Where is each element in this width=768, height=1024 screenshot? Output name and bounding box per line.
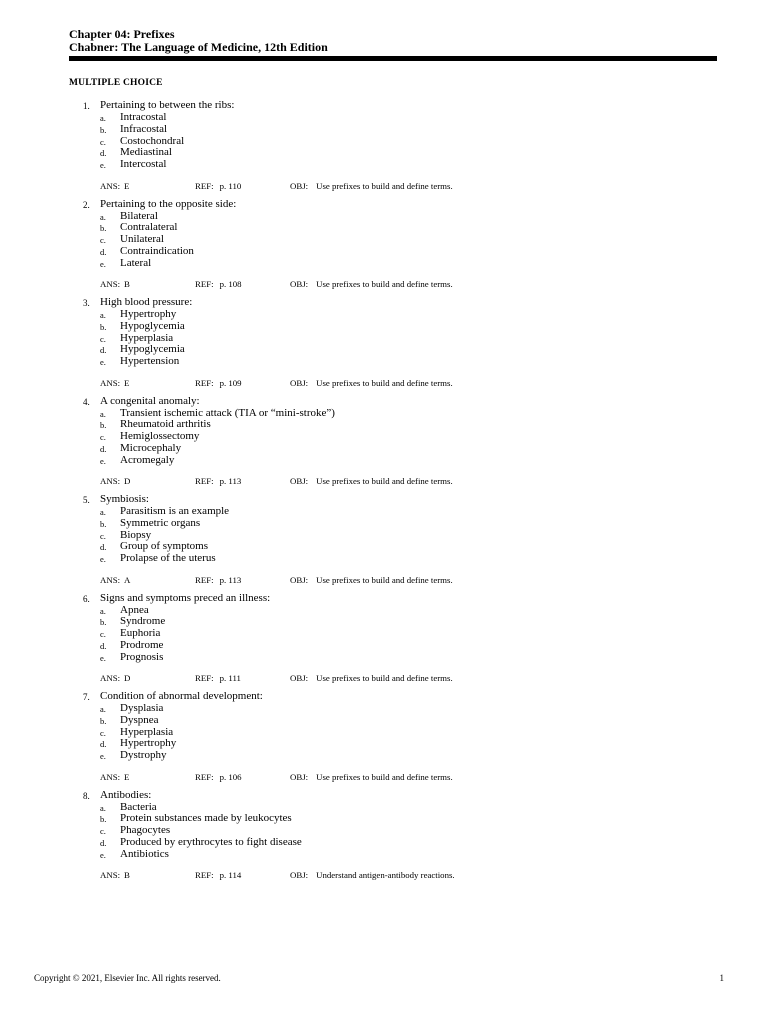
answer-value: A: [124, 574, 131, 585]
objective-value: Use prefixes to build and define terms.: [316, 377, 453, 388]
question-text: Pertaining to the opposite side:: [100, 197, 237, 210]
reference-label: REF:: [195, 279, 214, 290]
question-item: [69, 198, 719, 297]
reference-value: p. 109: [219, 377, 242, 388]
question-number: 6.: [83, 593, 90, 604]
question-item: [69, 395, 719, 494]
question-item: [69, 99, 719, 198]
answer-key: [100, 672, 130, 684]
answer-option: [69, 343, 719, 355]
option-letter: d.: [100, 443, 107, 454]
option-letter: b.: [100, 321, 107, 332]
question-stem: [69, 493, 719, 505]
answer-option: [69, 836, 719, 848]
answer-key: [100, 869, 130, 881]
option-letter: d.: [100, 837, 107, 848]
option-text: Apnea: [120, 603, 149, 616]
answer-option: [69, 812, 719, 824]
objective-label: OBJ:: [290, 771, 309, 782]
option-text: Syndrome: [120, 615, 166, 628]
answer-label: ANS:: [100, 574, 121, 585]
answer-option: [69, 737, 719, 749]
option-letter: c.: [100, 333, 106, 344]
answer-option: [69, 442, 719, 454]
option-text: Biopsy: [120, 528, 152, 541]
objective: [290, 377, 453, 389]
answer-option: [69, 639, 719, 651]
reference: [195, 672, 241, 684]
answer-option: [69, 308, 719, 320]
reference: [195, 771, 242, 783]
answer-meta: [69, 278, 719, 290]
book-title: Chabner: The Language of Medicine, 12th Edition: [69, 40, 328, 54]
answer-option: [69, 158, 719, 170]
option-text: Dysplasia: [120, 702, 164, 714]
answer-option: [69, 517, 719, 529]
answer-option: [69, 111, 719, 123]
reference-label: REF:: [195, 180, 214, 191]
option-letter: b.: [100, 518, 107, 529]
option-letter: d.: [100, 345, 107, 356]
answer-option: [69, 801, 719, 813]
answer-key: [100, 475, 130, 487]
question-text: Condition of abnormal development:: [100, 690, 263, 702]
answer-option: [69, 714, 719, 726]
option-letter: e.: [100, 849, 106, 860]
answer-value: E: [124, 377, 130, 388]
answer-option: [69, 221, 719, 233]
reference: [195, 475, 241, 487]
option-list: [69, 604, 719, 663]
answer-option: [69, 615, 719, 627]
option-list: [69, 801, 719, 860]
option-list: [69, 505, 719, 564]
option-text: Hypertrophy: [120, 737, 177, 750]
question-text: Antibodies:: [100, 788, 152, 801]
answer-key: [100, 377, 129, 389]
question-number: 2.: [83, 199, 90, 210]
option-text: Acromegaly: [120, 453, 175, 466]
objective: [290, 771, 453, 783]
answer-option: [69, 627, 719, 639]
option-text: Mediastinal: [120, 146, 172, 159]
option-letter: d.: [100, 148, 107, 159]
option-letter: d.: [100, 739, 107, 750]
option-text: Hypertrophy: [120, 308, 177, 320]
section-title: MULTIPLE CHOICE: [69, 78, 163, 88]
option-text: Hypoglycemia: [120, 343, 185, 356]
answer-option: [69, 233, 719, 245]
option-letter: d.: [100, 246, 107, 257]
option-list: [69, 111, 719, 170]
answer-option: [69, 651, 719, 663]
objective: [290, 475, 453, 487]
answer-meta: [69, 180, 719, 192]
option-letter: e.: [100, 751, 106, 762]
option-text: Hemiglossectomy: [120, 430, 200, 443]
option-list: [69, 407, 719, 466]
option-text: Intracostal: [120, 111, 167, 123]
option-text: Prognosis: [120, 650, 164, 663]
objective-value: Understand antigen-antibody reactions.: [316, 870, 455, 881]
answer-meta: [69, 869, 719, 881]
answer-label: ANS:: [100, 771, 121, 782]
option-letter: a.: [100, 408, 106, 419]
answer-value: D: [124, 673, 131, 684]
question-stem: [69, 99, 719, 111]
option-text: Rheumatoid arthritis: [120, 418, 211, 431]
option-text: Hyperplasia: [120, 725, 174, 738]
question-item: [69, 690, 719, 789]
reference-value: p. 111: [219, 673, 241, 684]
page-number: 1: [719, 973, 724, 983]
option-text: Bilateral: [120, 209, 158, 222]
objective-value: Use prefixes to build and define terms.: [316, 476, 453, 487]
question-number: 8.: [83, 790, 90, 801]
answer-option: [69, 824, 719, 836]
question-list: [69, 99, 719, 887]
objective-label: OBJ:: [290, 180, 309, 191]
answer-option: [69, 418, 719, 430]
reference-value: p. 113: [219, 574, 242, 585]
reference-value: p. 114: [219, 870, 242, 881]
answer-key: [100, 180, 129, 192]
objective-label: OBJ:: [290, 476, 309, 487]
reference-label: REF:: [195, 574, 214, 585]
option-text: Protein substances made by leukocytes: [120, 812, 292, 825]
answer-label: ANS:: [100, 673, 121, 684]
option-letter: a.: [100, 704, 106, 714]
answer-option: [69, 430, 719, 442]
option-text: Lateral: [120, 256, 152, 269]
option-letter: a.: [100, 605, 106, 616]
option-letter: c.: [100, 136, 106, 147]
option-text: Costochondral: [120, 134, 185, 147]
reference: [195, 869, 241, 881]
option-text: Euphoria: [120, 627, 161, 640]
option-list: [69, 308, 719, 367]
option-letter: e.: [100, 160, 106, 171]
objective-label: OBJ:: [290, 574, 309, 585]
question-stem: [69, 198, 719, 210]
objective: [290, 180, 453, 192]
answer-meta: [69, 475, 719, 487]
option-letter: a.: [100, 310, 106, 320]
option-letter: b.: [100, 617, 107, 628]
option-text: Group of symptoms: [120, 540, 208, 553]
option-letter: c.: [100, 530, 106, 541]
option-letter: b.: [100, 223, 107, 234]
option-letter: c.: [100, 235, 106, 246]
option-text: Phagocytes: [120, 824, 171, 837]
answer-meta: [69, 574, 719, 586]
objective: [290, 672, 453, 684]
option-text: Bacteria: [120, 800, 157, 813]
option-text: Prodrome: [120, 638, 164, 651]
option-text: Transient ischemic attack (TIA or “mini-stroke”): [120, 406, 335, 419]
option-letter: c.: [100, 727, 106, 738]
objective-value: Use prefixes to build and define terms.: [316, 771, 453, 782]
reference-value: p. 113: [219, 476, 242, 487]
reference-label: REF:: [195, 870, 214, 881]
option-text: Microcephaly: [120, 441, 182, 454]
question-text: A congenital anomaly:: [100, 394, 200, 407]
answer-option: [69, 146, 719, 158]
reference-value: p. 106: [219, 771, 242, 782]
option-text: Infracostal: [120, 122, 168, 135]
option-letter: e.: [100, 258, 106, 269]
answer-option: [69, 332, 719, 344]
option-letter: a.: [100, 507, 106, 517]
answer-value: B: [124, 870, 130, 881]
reference: [195, 574, 241, 586]
answer-option: [69, 749, 719, 761]
objective-label: OBJ:: [290, 870, 309, 881]
question-stem: [69, 296, 719, 308]
question-text: Symbiosis:: [100, 493, 149, 505]
option-letter: e.: [100, 652, 106, 663]
answer-option: [69, 848, 719, 860]
question-text: Pertaining to between the ribs:: [100, 99, 235, 111]
answer-option: [69, 320, 719, 332]
question-text: Signs and symptoms preced an illness:: [100, 591, 271, 604]
question-number: 3.: [83, 298, 90, 308]
option-text: Dystrophy: [120, 749, 167, 762]
reference: [195, 180, 241, 192]
reference-label: REF:: [195, 476, 214, 487]
option-letter: e.: [100, 554, 106, 565]
question-item: [69, 493, 719, 592]
option-letter: c.: [100, 629, 106, 640]
question-number: 4.: [83, 396, 90, 407]
answer-value: E: [124, 771, 130, 782]
objective: [290, 574, 453, 586]
option-text: Prolapse of the uterus: [120, 552, 216, 565]
option-letter: b.: [100, 715, 107, 726]
reference: [195, 278, 242, 290]
answer-option: [69, 604, 719, 616]
answer-option: [69, 355, 719, 367]
option-text: Unilateral: [120, 233, 164, 246]
chapter-title: Chapter 04: Prefixes: [69, 27, 175, 41]
answer-option: [69, 454, 719, 466]
question-stem: [69, 690, 719, 702]
reference-value: p. 108: [219, 279, 242, 290]
reference-label: REF:: [195, 771, 214, 782]
option-letter: e.: [100, 357, 106, 368]
option-letter: b.: [100, 814, 107, 825]
reference-value: p. 110: [219, 180, 242, 191]
answer-label: ANS:: [100, 377, 121, 388]
option-text: Symmetric organs: [120, 516, 201, 529]
objective: [290, 869, 455, 881]
option-letter: e.: [100, 455, 106, 466]
answer-option: [69, 123, 719, 135]
option-text: Hyperplasia: [120, 331, 174, 344]
answer-value: B: [124, 279, 130, 290]
question-stem: [69, 395, 719, 407]
reference: [195, 377, 242, 389]
option-letter: b.: [100, 420, 107, 431]
reference-label: REF:: [195, 377, 214, 388]
answer-key: [100, 278, 130, 290]
option-text: Hypertension: [120, 355, 180, 368]
option-text: Contralateral: [120, 221, 178, 234]
option-letter: a.: [100, 802, 106, 813]
option-letter: c.: [100, 432, 106, 443]
objective: [290, 278, 453, 290]
option-letter: a.: [100, 211, 106, 222]
option-text: Hypoglycemia: [120, 319, 185, 332]
objective-label: OBJ:: [290, 377, 309, 388]
option-letter: d.: [100, 542, 107, 553]
question-stem: [69, 789, 719, 801]
question-text: High blood pressure:: [100, 296, 193, 308]
option-text: Antibiotics: [120, 847, 169, 860]
answer-label: ANS:: [100, 870, 121, 881]
option-list: [69, 702, 719, 761]
objective-label: OBJ:: [290, 673, 309, 684]
option-text: Produced by erythrocytes to fight disease: [120, 835, 302, 848]
option-letter: c.: [100, 826, 106, 837]
objective-label: OBJ:: [290, 279, 309, 290]
answer-option: [69, 505, 719, 517]
answer-option: [69, 540, 719, 552]
objective-value: Use prefixes to build and define terms.: [316, 279, 453, 290]
answer-option: [69, 257, 719, 269]
answer-option: [69, 702, 719, 714]
document-header: [69, 28, 328, 54]
question-item: [69, 592, 719, 691]
option-text: Contraindication: [120, 244, 194, 257]
question-stem: [69, 592, 719, 604]
answer-meta: [69, 771, 719, 783]
answer-option: [69, 726, 719, 738]
question-number: 7.: [83, 692, 90, 702]
option-letter: a.: [100, 113, 106, 123]
answer-option: [69, 210, 719, 222]
question-item: [69, 789, 719, 888]
option-letter: b.: [100, 124, 107, 135]
option-text: Parasitism is an example: [120, 505, 230, 517]
question-item: [69, 296, 719, 395]
question-number: 1.: [83, 101, 90, 111]
header-rule: [69, 56, 717, 61]
answer-label: ANS:: [100, 279, 121, 290]
answer-value: D: [124, 476, 131, 487]
objective-value: Use prefixes to build and define terms.: [316, 574, 453, 585]
reference-label: REF:: [195, 673, 214, 684]
option-list: [69, 210, 719, 269]
answer-meta: [69, 377, 719, 389]
answer-key: [100, 574, 130, 586]
answer-option: [69, 407, 719, 419]
question-number: 5.: [83, 495, 90, 505]
objective-value: Use prefixes to build and define terms.: [316, 180, 453, 191]
answer-meta: [69, 672, 719, 684]
answer-option: [69, 552, 719, 564]
answer-label: ANS:: [100, 476, 121, 487]
answer-option: [69, 135, 719, 147]
option-text: Intercostal: [120, 158, 167, 171]
answer-key: [100, 771, 129, 783]
answer-option: [69, 245, 719, 257]
answer-label: ANS:: [100, 180, 121, 191]
option-text: Dyspnea: [120, 713, 159, 726]
copyright-text: Copyright © 2021, Elsevier Inc. All rights reserved.: [34, 973, 221, 983]
answer-value: E: [124, 180, 130, 191]
option-letter: d.: [100, 640, 107, 651]
objective-value: Use prefixes to build and define terms.: [316, 673, 453, 684]
answer-option: [69, 529, 719, 541]
